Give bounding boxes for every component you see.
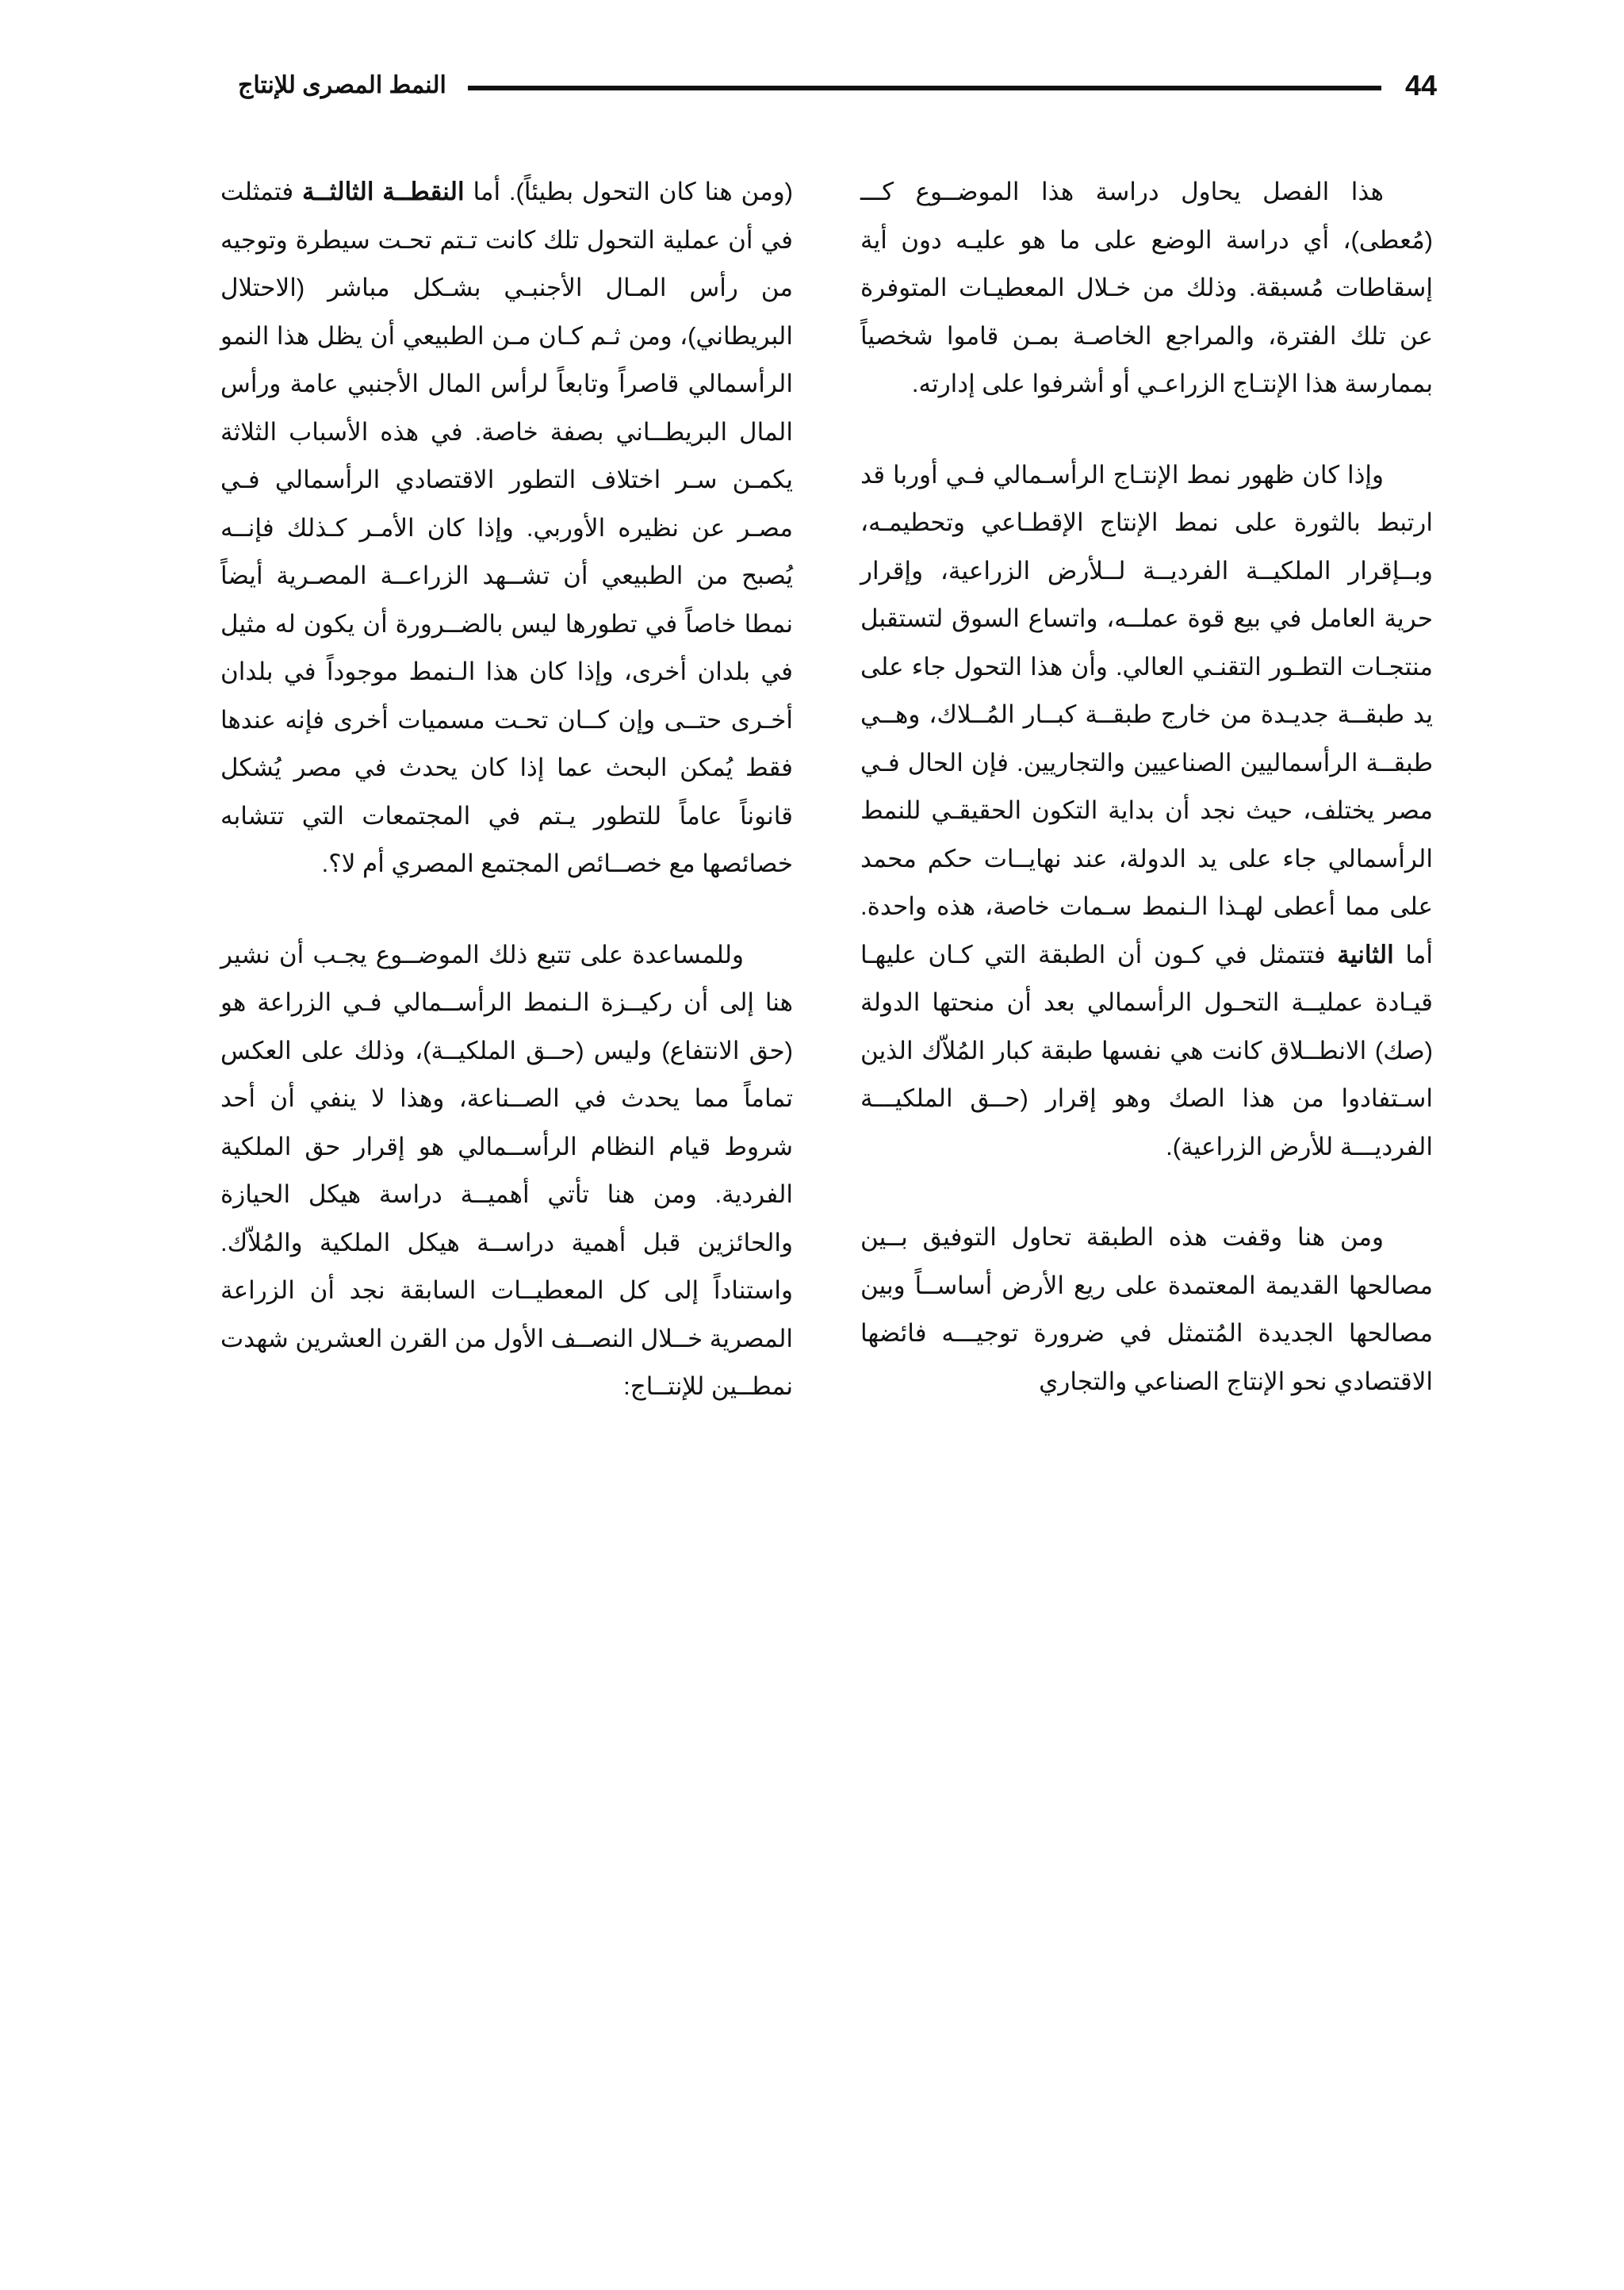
bold-term: النقطــة الثالثــة xyxy=(302,178,465,205)
running-title: النمط المصرى للإنتاج xyxy=(238,72,446,98)
paragraph: هذا الفصل يحاول دراسة هذا الموضــوع كـــ (مُعطى)، أي دراسة الوضع على ما هو عليـه دون أية إسقاطات مُسبقة. وذلك من خـلال المعطيـات المتوفرة عن تلك الفترة، والمراجع الخاصـة بمـن قاموا شخصياً بممارسة هذا الإنتـاج الزراعـي أو أشرفوا على إدارته. xyxy=(860,178,1433,397)
page-number: 44 xyxy=(1404,69,1437,102)
paragraph-text: فتتمثل في كـون أن الطبقة التي كـان عليهـا قيـادة عمليــة التحـول الرأسمالي بعد أن منحتها الدولة (صك) الانطــلاق كانت هي نفسها طبقة كبار المُلاّك الذين اسـتفادوا من هذا الصك وهو إقرار (حــق الملكيـــة الفرديـــة للأرض الزراعية). xyxy=(860,940,1433,1160)
paragraph-text: (ومن هنا كان التحول بطيئاً). أما xyxy=(473,178,793,205)
right-column xyxy=(860,168,1433,1406)
paragraph-text: فتمثلت في أن عملية التحول تلك كانت تـتم تحـت سيطرة وتوجيه من رأس المـال الأجنبـي بشـكل مباشر (الاحتلال البريطاني)، ومن ثـم كـان مـن الطبيعي أن يظل هذا النمو الرأسمالي قاصراً وتابعاً لرأس المال الأجنبي عامة ورأس المال البريطــاني بصفة خاصة. في هذه الأسباب الثلاثة يكمـن سـر اختلاف التطور الاقتصادي الرأسمالي فـي مصـر عن نظيره الأوربي. وإذا كان الأمـر كـذلك فإنــه يُصبح من الطبيعي أن تشــهد الزراعــة المصـرية أيضاً نمطا خاصاً في تطورها ليس بالضــرورة أن يكون له مثيل في بلدان أخرى، وإذا كان هذا الـنمط موجوداً في بلدان أخـرى حتــى وإن كــان تحـت مسميات أخرى فإنه عندها فقط يُمكن البحث عما إذا كان يحدث في مصر يُشكل قانوناً عاماً للتطور يـتم في المجتمعات التي تتشابه خصائصها مع خصــائص المجتمع المصري أم لا؟. xyxy=(220,178,793,877)
header-rule xyxy=(468,86,1381,90)
left-column xyxy=(220,168,793,1411)
paragraph: وللمساعدة على تتبع ذلك الموضــوع يجـب أن نشير هنا إلى أن ركيــزة الـنمط الرأســمالي فـي الزراعة هو (حق الانتفاع) وليس (حــق الملكيــة)، وذلك على العكس تماماً مما يحدث في الصــناعة، وهذا لا ينفي أن أحد شروط قيام النظام الرأســمالي هو إقرار حق الملكية الفردية. ومن هنا تأتي أهميــة دراسة هيكل الحيازة والحائزين قبل أهمية دراســة هيكل الملكية والمُلاّك. واستناداً إلى كل المعطيــات السابقة نجد أن الزراعة المصرية خــلال النصــف الأول من القرن العشرين شهدت نمطــين للإنتــاج: xyxy=(220,940,793,1400)
paragraph-text: وإذا كان ظهور نمط الإنتـاج الرأسـمالي فـي أوربا قد ارتبط بالثورة على نمط الإنتاج الإقطـاعي وتحطيمـه، وبــإقرار الملكيــة الفرديــة لــلأرض الزراعية، وإقرار حرية العامل في بيع قوة عملــه، واتساع السوق لتستقبل منتجـات التطـور التقنـي العالي. وأن هذا التحول جاء على يد طبقــة جديـدة من خارج طبقــة كبــار المُــلاك، وهــي طبقــة الرأسماليين الصناعيين والتجاريين. فإن الحال فـي مصر يختلف، حيث نجد أن بداية التكون الحقيقـي للنمط الرأسمالي جاء على يد الدولة، عند نهايــات حكم محمد على مما أعطى لهـذا الـنمط سـمات خاصة، هذه واحدة. أما xyxy=(860,460,1433,969)
paragraph xyxy=(860,451,1433,1172)
page-header xyxy=(238,62,1437,109)
paragraph xyxy=(220,168,793,888)
paragraph: ومن هنا وقفت هذه الطبقة تحاول التوفيق بــين مصالحها القديمة المعتمدة على ريع الأرض أساســاً وبين مصالحها الجديدة المُتمثل في ضرورة توجيـــه فائضها الاقتصادي نحو الإنتاج الصناعي والتجاري xyxy=(860,1223,1433,1395)
bold-term: الثانية xyxy=(1337,940,1394,969)
